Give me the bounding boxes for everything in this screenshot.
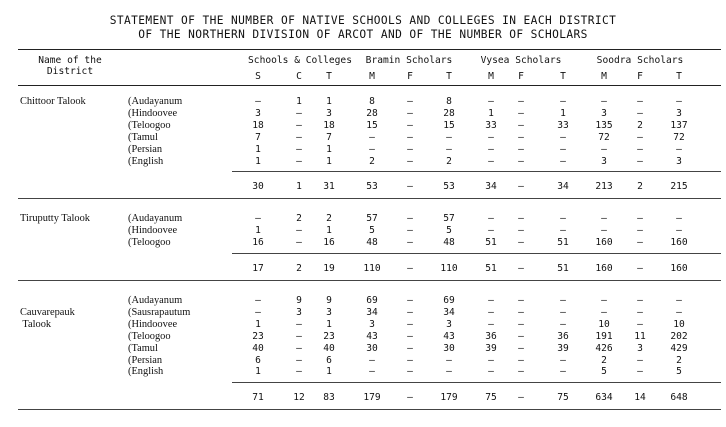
table-cell: 33 [557,119,569,131]
table-cell: 135 [595,119,613,131]
table-cell: 57 [443,213,455,224]
table-cell: — [518,213,524,224]
table-cell: 1 [326,96,332,107]
table-cell: 23 [252,330,264,342]
table-cell: 1 [560,107,566,119]
table-cell: — [488,306,494,318]
total-cell: 75 [557,392,569,404]
section-bottom-rule [18,409,721,410]
language-label: (Hindoovee [128,224,178,236]
header-group: Bramin Scholars [365,55,453,66]
table-cell: 1 [255,155,261,167]
table-cell: — [637,354,643,366]
header-sub: F [637,71,643,82]
total-cell: 53 [443,181,455,193]
table-cell: 48 [443,236,455,248]
table-cell: 11 [634,330,646,342]
table-cell: — [255,306,261,318]
table-cell: 1 [326,366,332,378]
table-cell: 23 [323,330,335,342]
table-cell: — [560,143,566,155]
language-label: (Persian [128,143,163,155]
table-cell: — [296,143,302,155]
table-cell: — [676,295,682,306]
total-cell: — [407,392,413,404]
table-cell: 28 [443,107,455,119]
table-cell: 10 [598,318,610,330]
table-cell: 3 [369,318,375,330]
table-cell: 57 [366,213,378,224]
table-cell: — [676,306,682,318]
table-cell: 1 [255,366,261,378]
header-sub: M [488,71,494,82]
table-cell: 2 [296,213,302,224]
table-cell: 43 [366,330,378,342]
table-cell: 39 [485,342,497,354]
header-sub: C [296,71,302,82]
table-cell: — [560,318,566,330]
table-cell: 15 [366,119,378,131]
language-label: (Tamul [128,131,158,143]
table-cell: 30 [443,342,455,354]
table-cell: — [407,295,413,306]
district-name: Chittoor Talook [20,96,86,107]
table-cell: — [407,224,413,236]
section-total-rule [232,171,721,172]
table-cell: — [518,143,524,155]
table-cell: — [518,295,524,306]
table-cell: — [407,330,413,342]
table-cell: — [488,96,494,107]
header-sub: M [369,71,375,82]
table-cell: 6 [255,354,261,366]
table-cell: — [407,213,413,224]
total-cell: — [518,262,524,274]
total-cell: — [637,262,643,274]
table-cell: — [518,107,524,119]
table-cell: — [637,131,643,143]
total-cell: 179 [440,392,458,404]
table-cell: — [296,342,302,354]
title-line-2: OF THE NORTHERN DIVISION OF ARCOT AND OF THE NUMBER OF SCHOLARS [138,28,588,41]
table-cell: 34 [443,306,455,318]
table-cell: — [560,306,566,318]
table-cell: — [560,295,566,306]
table-cell: 202 [670,330,688,342]
header-bottom-rule [18,85,721,86]
section-total-rule [232,253,721,254]
total-cell: — [518,392,524,404]
table-cell: 9 [326,295,332,306]
language-label: (Tamul [128,342,158,354]
table-cell: — [601,306,607,318]
table-cell: — [446,131,452,143]
table-cell: — [369,131,375,143]
table-cell: — [296,155,302,167]
table-cell: 51 [557,236,569,248]
table-cell: — [369,366,375,378]
table-cell: 8 [446,96,452,107]
table-cell: 3 [255,107,261,119]
table-cell: 1 [326,143,332,155]
table-cell: 1 [326,318,332,330]
total-cell: — [518,181,524,193]
section-bottom-rule [18,198,721,199]
table-cell: — [488,318,494,330]
table-cell: 2 [676,354,682,366]
table-cell: — [560,96,566,107]
language-label: (English [128,155,164,167]
table-cell: 1 [255,318,261,330]
table-cell: — [407,354,413,366]
table-cell: — [601,224,607,236]
table-cell: 160 [670,236,688,248]
total-cell: — [407,181,413,193]
table-cell: 36 [557,330,569,342]
header-sub: T [446,71,452,82]
table-cell: — [601,295,607,306]
table-cell: — [446,366,452,378]
table-cell: — [637,236,643,248]
table-cell: — [407,318,413,330]
table-cell: 72 [598,131,610,143]
table-cell: 69 [366,295,378,306]
table-cell: — [296,119,302,131]
table-cell: — [637,213,643,224]
language-label: (Persian [128,354,163,366]
section-bottom-rule [18,280,721,281]
total-cell: 215 [670,181,688,193]
table-cell: — [488,354,494,366]
table-cell: — [518,119,524,131]
table-cell: 3 [601,107,607,119]
language-label: (Teloogoo [128,330,171,342]
header-group: Vysea Scholars [480,55,562,66]
language-label: (Audayanum [128,96,183,107]
table-cell: — [296,131,302,143]
table-cell: — [560,131,566,143]
language-label: (Sausrapautum [128,306,191,318]
table-cell: — [518,155,524,167]
language-label: (Teloogoo [128,119,171,131]
header-sub: F [407,71,413,82]
table-cell: 51 [485,236,497,248]
table-cell: — [637,366,643,378]
table-cell: 3 [676,107,682,119]
table-cell: — [560,213,566,224]
language-label: (Audayanum [128,295,183,306]
table-cell: 15 [443,119,455,131]
table-cell: 3 [296,306,302,318]
table-cell: 1 [488,107,494,119]
table-cell: — [488,155,494,167]
table-cell: 3 [637,342,643,354]
total-cell: 71 [252,392,264,404]
language-label: (Hindoovee [128,107,178,119]
total-cell: 2 [296,262,302,274]
total-cell: 31 [323,181,335,193]
district-name: Talook [20,318,52,330]
header-sub: T [326,71,332,82]
table-cell: — [488,295,494,306]
table-cell: 34 [366,306,378,318]
table-cell: — [637,143,643,155]
table-cell: 40 [323,342,335,354]
table-cell: — [518,96,524,107]
table-cell: — [518,354,524,366]
total-cell: 51 [557,262,569,274]
table-cell: — [488,131,494,143]
table-cell: — [296,318,302,330]
table-cell: — [255,213,261,224]
table-cell: — [518,131,524,143]
table-cell: — [407,236,413,248]
total-cell: 110 [363,262,381,274]
table-cell: — [407,143,413,155]
table-cell: 160 [595,236,613,248]
table-cell: 1 [326,224,332,236]
table-cell: 7 [326,131,332,143]
table-cell: 191 [595,330,613,342]
table-cell: 3 [446,318,452,330]
header-sub: M [601,71,607,82]
table-cell: — [560,155,566,167]
table-cell: 5 [369,224,375,236]
table-cell: 2 [637,119,643,131]
table-cell: — [518,342,524,354]
header-sub: F [518,71,524,82]
table-cell: — [518,330,524,342]
district-name: Tiruputty Talook [20,213,90,224]
table-cell: 18 [252,119,264,131]
language-label: (Teloogoo [128,236,171,248]
total-cell: 53 [366,181,378,193]
table-cell: — [296,354,302,366]
table-cell: — [369,143,375,155]
total-cell: 648 [670,392,688,404]
total-cell: 160 [670,262,688,274]
table-cell: 40 [252,342,264,354]
total-cell: 17 [252,262,264,274]
language-label: (Hindoovee [128,318,178,330]
table-cell: — [601,213,607,224]
table-cell: 1 [296,96,302,107]
total-cell: 12 [293,392,305,404]
table-cell: — [676,213,682,224]
table-cell: 2 [369,155,375,167]
table-cell: — [488,366,494,378]
table-cell: — [369,354,375,366]
table-cell: — [676,224,682,236]
table-cell: 3 [601,155,607,167]
table-cell: — [446,143,452,155]
total-cell: 179 [363,392,381,404]
total-cell: 83 [323,392,335,404]
table-cell: 18 [323,119,335,131]
table-cell: — [637,318,643,330]
table-cell: 1 [255,224,261,236]
table-cell: — [407,342,413,354]
table-cell: 33 [485,119,497,131]
table-cell: — [676,96,682,107]
table-cell: — [407,306,413,318]
total-cell: 213 [595,181,613,193]
table-cell: — [446,354,452,366]
table-cell: — [407,96,413,107]
table-cell: 3 [676,155,682,167]
header-group: Soodra Scholars [596,55,684,66]
total-cell: 634 [595,392,613,404]
header-name-line-1: Name of the [38,55,102,66]
total-cell: 51 [485,262,497,274]
table-cell: — [518,224,524,236]
table-cell: — [601,143,607,155]
table-cell: 2 [601,354,607,366]
total-cell: 2 [637,181,643,193]
table-cell: — [296,330,302,342]
table-cell: — [407,119,413,131]
table-cell: 1 [255,143,261,155]
language-label: (Audayanum [128,213,183,224]
header-top-rule [18,49,721,50]
table-cell: 2 [326,213,332,224]
table-cell: — [488,213,494,224]
table-cell: — [488,224,494,236]
table-cell: — [407,131,413,143]
table-cell: — [296,224,302,236]
table-cell: — [637,295,643,306]
section-total-rule [232,382,721,383]
table-cell: 429 [670,342,688,354]
table-cell: — [255,295,261,306]
total-cell: 1 [296,181,302,193]
header-sub: T [560,71,566,82]
table-cell: 5 [676,366,682,378]
table-cell: 10 [673,318,685,330]
table-cell: — [637,107,643,119]
table-cell: 137 [670,119,688,131]
table-cell: 5 [601,366,607,378]
table-cell: — [407,366,413,378]
header-group: Schools & Colleges [248,55,352,66]
table-cell: — [560,224,566,236]
table-cell: 426 [595,342,613,354]
table-cell: — [518,318,524,330]
total-cell: 19 [323,262,335,274]
table-cell: 7 [255,131,261,143]
table-cell: — [255,96,261,107]
total-cell: 160 [595,262,613,274]
table-cell: 69 [443,295,455,306]
table-cell: 5 [446,224,452,236]
language-label: (English [128,366,164,378]
table-cell: — [637,155,643,167]
table-cell: 72 [673,131,685,143]
total-cell: — [407,262,413,274]
table-cell: — [518,366,524,378]
table-cell: 39 [557,342,569,354]
table-cell: 48 [366,236,378,248]
total-cell: 75 [485,392,497,404]
table-cell: — [637,306,643,318]
total-cell: 34 [485,181,497,193]
title-line-1: STATEMENT OF THE NUMBER OF NATIVE SCHOOLS AND COLLEGES IN EACH DISTRICT [109,14,617,27]
table-cell: 3 [326,107,332,119]
table-cell: — [296,107,302,119]
table-cell: 43 [443,330,455,342]
table-cell: 30 [366,342,378,354]
table-cell: — [296,236,302,248]
table-cell: — [601,96,607,107]
total-cell: 30 [252,181,264,193]
table-cell: 36 [485,330,497,342]
table-cell: — [488,143,494,155]
table-cell: 3 [326,306,332,318]
table-cell: 2 [446,155,452,167]
district-name: Cauvarepauk [20,306,75,318]
table-cell: 8 [369,96,375,107]
table-cell: — [518,236,524,248]
table-cell: — [518,306,524,318]
table-cell: 1 [326,155,332,167]
table-cell: — [637,96,643,107]
total-cell: 14 [634,392,646,404]
table-cell: — [676,143,682,155]
table-cell: — [560,354,566,366]
total-cell: 34 [557,181,569,193]
header-sub: S [255,71,261,82]
table-cell: 16 [252,236,264,248]
table-cell: — [296,366,302,378]
table-cell: 9 [296,295,302,306]
table-cell: 28 [366,107,378,119]
header-sub: T [676,71,682,82]
table-cell: — [560,366,566,378]
header-name-line-2: District [46,66,94,77]
total-cell: 110 [440,262,458,274]
table-cell: — [407,155,413,167]
table-cell: — [407,107,413,119]
table-cell: 16 [323,236,335,248]
table-cell: — [637,224,643,236]
table-cell: 6 [326,354,332,366]
